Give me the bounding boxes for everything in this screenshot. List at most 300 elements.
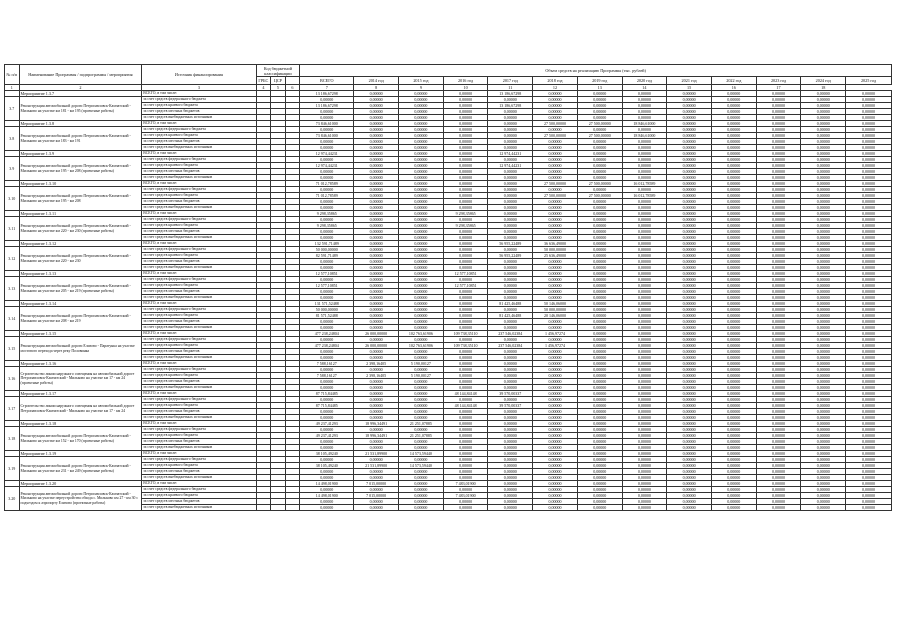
value-cell: 27 500,00000 (577, 121, 622, 127)
value-cell: 9 298,35865 (300, 211, 354, 217)
value-cell: 0,00000 (622, 481, 667, 487)
value-cell: 0,00000 (756, 265, 801, 271)
value-cell: 0,00000 (399, 193, 444, 199)
value-cell: 0,00000 (488, 121, 533, 127)
source-label: за счет средств краевого бюджета (142, 253, 256, 259)
value-cell: 0,00000 (443, 259, 488, 265)
value-cell: 0,00000 (533, 223, 578, 229)
value-cell: 2 398,16405 (354, 373, 399, 379)
value-cell: 0,00000 (577, 217, 622, 223)
event-description: Реконструкция автомобильной дороги Петропавловск-Камчатский - Мильково на участке км 208 - км 219 (19, 307, 142, 331)
value-cell: 0,00000 (443, 313, 488, 319)
value-cell: 0,00000 (756, 145, 801, 151)
value-cell: 102 763,61906 (399, 343, 444, 349)
value-cell: 0,00000 (711, 235, 756, 241)
value-cell: 0,00000 (756, 247, 801, 253)
value-cell: 0,00000 (801, 397, 846, 403)
value-cell: 0,00000 (801, 241, 846, 247)
value-cell: 18 846,61000 (622, 121, 667, 127)
value-cell: 0,00000 (846, 367, 892, 373)
column-number: 3 (142, 85, 256, 91)
value-cell: 0,00000 (622, 457, 667, 463)
value-cell: 0,00000 (443, 325, 488, 331)
value-cell: 0,00000 (711, 313, 756, 319)
value-cell: 0,00000 (488, 175, 533, 181)
value-cell: 0,00000 (622, 139, 667, 145)
value-cell: 0,00000 (533, 487, 578, 493)
value-cell: 0,00000 (488, 451, 533, 457)
value-cell: 0,00000 (711, 499, 756, 505)
value-cell: 0,00000 (756, 199, 801, 205)
value-cell: 0,00000 (756, 463, 801, 469)
value-cell: 21 531,89900 (354, 463, 399, 469)
value-cell: 0,00000 (801, 331, 846, 337)
value-cell: 0,00000 (846, 385, 892, 391)
value-cell: 0,00000 (801, 271, 846, 277)
value-cell: 0,00000 (846, 289, 892, 295)
value-cell: 132 591,71489 (300, 241, 354, 247)
value-cell: 0,00000 (801, 139, 846, 145)
value-cell: 26 000,00000 (354, 343, 399, 349)
value-cell: 0,00000 (801, 223, 846, 229)
value-cell: 0,00000 (533, 481, 578, 487)
value-cell: 0,00000 (443, 457, 488, 463)
value-cell: 0,00000 (756, 433, 801, 439)
value-cell: 0,00000 (622, 163, 667, 169)
source-label: за счет средств внебюджетных источников (142, 205, 256, 211)
value-cell: 0,00000 (443, 355, 488, 361)
value-cell: 0,00000 (667, 379, 712, 385)
budget-table-sheet (4, 64, 892, 511)
value-cell: 0,00000 (354, 169, 399, 175)
value-cell: 0,00000 (756, 415, 801, 421)
value-cell: 0,00000 (533, 427, 578, 433)
value-cell: 0,00000 (801, 313, 846, 319)
value-cell: 0,00000 (577, 325, 622, 331)
value-cell: 0,00000 (354, 199, 399, 205)
event-index: 3.8 (5, 127, 20, 151)
value-cell: 0,00000 (667, 115, 712, 121)
value-cell: 0,00000 (399, 229, 444, 235)
value-cell: 0,00000 (399, 265, 444, 271)
value-cell: 0,00000 (711, 301, 756, 307)
value-cell: 0,00000 (577, 163, 622, 169)
value-cell: 0,00000 (300, 175, 354, 181)
value-cell: 0,00000 (801, 229, 846, 235)
header-total: ВСЕГО (300, 77, 354, 85)
value-cell: 0,00000 (622, 295, 667, 301)
value-cell: 0,00000 (488, 475, 533, 481)
value-cell: 0,00000 (622, 451, 667, 457)
source-label: за счет средств федерального бюджета (142, 157, 256, 163)
value-cell: 0,00000 (756, 157, 801, 163)
value-cell: 0,00000 (354, 157, 399, 163)
value-cell: 0,00000 (354, 115, 399, 121)
kbk-cell (285, 505, 300, 511)
value-cell: 16 012,78589 (622, 193, 667, 199)
value-cell: 0,00000 (488, 211, 533, 217)
value-cell: 36 636,49000 (533, 241, 578, 247)
value-cell: 0,00000 (756, 385, 801, 391)
value-cell: 0,00000 (801, 121, 846, 127)
value-cell: 0,00000 (622, 379, 667, 385)
value-cell: 0,00000 (711, 349, 756, 355)
value-cell: 0,00000 (801, 415, 846, 421)
source-label: за счет средств краевого бюджета (142, 343, 256, 349)
event-title: Мероприятие 1.3.20 (19, 481, 142, 487)
value-cell: 0,00000 (577, 397, 622, 403)
value-cell: 0,00000 (443, 319, 488, 325)
value-cell: 0,00000 (667, 235, 712, 241)
value-cell: 0,00000 (801, 427, 846, 433)
value-cell: 0,00000 (488, 229, 533, 235)
value-cell: 109 738,35110 (443, 331, 488, 337)
value-cell: 0,00000 (846, 421, 892, 427)
value-cell: 0,00000 (577, 487, 622, 493)
value-cell: 0,00000 (300, 289, 354, 295)
value-cell: 0,00000 (577, 127, 622, 133)
value-cell: 0,00000 (399, 133, 444, 139)
value-cell: 0,00000 (443, 163, 488, 169)
value-cell: 0,00000 (354, 469, 399, 475)
value-cell: 0,00000 (488, 505, 533, 511)
value-cell: 0,00000 (622, 355, 667, 361)
value-cell: 0,00000 (756, 301, 801, 307)
value-cell: 12 974,44231 (488, 163, 533, 169)
value-cell: 0,00000 (533, 319, 578, 325)
value-cell: 0,00000 (399, 253, 444, 259)
value-cell: 0,00000 (399, 163, 444, 169)
value-cell: 0,00000 (846, 259, 892, 265)
value-cell: 0,00000 (300, 259, 354, 265)
value-cell: 0,00000 (667, 187, 712, 193)
value-cell: 0,00000 (354, 217, 399, 223)
value-cell: 0,00000 (622, 253, 667, 259)
value-cell: 0,00000 (300, 109, 354, 115)
value-cell: 0,00000 (846, 361, 892, 367)
value-cell: 0,00000 (846, 457, 892, 463)
value-cell: 0,00000 (399, 415, 444, 421)
value-cell: 49 237,41293 (300, 421, 354, 427)
value-cell: 0,00000 (846, 271, 892, 277)
event-description: Реконструкция автомобильной дороги Петропавловск-Камчатский - Мильково на участке км 231 - км 249 (проектные работы) (19, 457, 142, 481)
value-cell: 0,00000 (756, 439, 801, 445)
value-cell: 0,00000 (577, 223, 622, 229)
value-cell: 0,00000 (667, 175, 712, 181)
value-cell: 0,00000 (846, 301, 892, 307)
value-cell: 0,00000 (756, 361, 801, 367)
value-cell: 0,00000 (399, 283, 444, 289)
value-cell: 0,00000 (300, 139, 354, 145)
value-cell: 0,00000 (622, 151, 667, 157)
value-cell: 0,00000 (533, 463, 578, 469)
value-cell: 0,00000 (488, 307, 533, 313)
value-cell: 0,00000 (354, 445, 399, 451)
column-number: 17 (756, 85, 801, 91)
source-label: за счет средств местных бюджетов (142, 349, 256, 355)
value-cell: 81 425,46488 (488, 313, 533, 319)
value-cell: 0,00000 (711, 175, 756, 181)
value-cell: 0,00000 (399, 139, 444, 145)
value-cell: 0,00000 (488, 271, 533, 277)
value-cell: 56 955,22489 (488, 253, 533, 259)
source-label: за счет средств федерального бюджета (142, 307, 256, 313)
value-cell: 0,00000 (622, 415, 667, 421)
value-cell: 0,00000 (756, 355, 801, 361)
value-cell: 0,00000 (756, 469, 801, 475)
value-cell: 0,00000 (354, 385, 399, 391)
value-cell: 0,00000 (846, 163, 892, 169)
value-cell: 0,00000 (756, 421, 801, 427)
value-cell: 0,00000 (533, 229, 578, 235)
value-cell: 56 955,22489 (488, 241, 533, 247)
value-cell: 0,00000 (846, 433, 892, 439)
value-cell: 0,00000 (622, 301, 667, 307)
value-cell: 0,00000 (577, 499, 622, 505)
value-cell: 0,00000 (622, 445, 667, 451)
value-cell: 0,00000 (443, 397, 488, 403)
value-cell: 0,00000 (801, 169, 846, 175)
value-cell: 0,00000 (622, 145, 667, 151)
value-cell: 0,00000 (354, 151, 399, 157)
value-cell: 0,00000 (622, 367, 667, 373)
value-cell: 0,00000 (488, 205, 533, 211)
source-label: за счет средств федерального бюджета (142, 187, 256, 193)
value-cell: 0,00000 (443, 469, 488, 475)
value-cell: 0,00000 (667, 337, 712, 343)
value-cell: 0,00000 (711, 187, 756, 193)
value-cell: 0,00000 (577, 187, 622, 193)
value-cell: 0,00000 (801, 505, 846, 511)
value-cell: 0,00000 (801, 151, 846, 157)
value-cell: 0,00000 (533, 457, 578, 463)
value-cell: 0,00000 (354, 97, 399, 103)
value-cell: 0,00000 (354, 475, 399, 481)
value-cell: 0,00000 (711, 463, 756, 469)
value-cell: 0,00000 (711, 475, 756, 481)
value-cell: 0,00000 (443, 463, 488, 469)
value-cell: 0,00000 (443, 451, 488, 457)
source-label: за счет средств местных бюджетов (142, 319, 256, 325)
value-cell: 0,00000 (846, 97, 892, 103)
value-cell: 0,00000 (577, 313, 622, 319)
value-cell: 0,00000 (801, 421, 846, 427)
value-cell: 0,00000 (354, 409, 399, 415)
value-cell: 0,00000 (711, 277, 756, 283)
value-cell: 50 146,06000 (533, 301, 578, 307)
event-title: Мероприятие 1.3.18 (19, 421, 142, 427)
value-cell: 0,00000 (801, 373, 846, 379)
value-cell: 0,00000 (667, 169, 712, 175)
value-cell: 0,00000 (443, 475, 488, 481)
value-cell: 0,00000 (801, 451, 846, 457)
value-cell: 0,00000 (846, 91, 892, 97)
source-label: за счет средств внебюджетных источников (142, 115, 256, 121)
value-cell: 0,00000 (756, 139, 801, 145)
value-cell: 0,00000 (801, 463, 846, 469)
value-cell: 0,00000 (622, 493, 667, 499)
header-year: 2018 год (533, 77, 578, 85)
event-title: Мероприятие 1.3.19 (19, 451, 142, 457)
value-cell: 0,00000 (300, 145, 354, 151)
value-cell: 5 190,00127 (399, 373, 444, 379)
value-cell: 0,00000 (577, 415, 622, 421)
value-cell: 0,00000 (354, 403, 399, 409)
value-cell: 0,00000 (577, 211, 622, 217)
value-cell: 0,00000 (488, 235, 533, 241)
value-cell: 50 000,00000 (533, 247, 578, 253)
value-cell: 0,00000 (533, 283, 578, 289)
value-cell: 0,00000 (577, 235, 622, 241)
value-cell: 0,00000 (577, 349, 622, 355)
value-cell: 0,00000 (488, 337, 533, 343)
value-cell: 0,00000 (846, 415, 892, 421)
value-cell: 0,00000 (756, 121, 801, 127)
value-cell: 0,00000 (399, 337, 444, 343)
value-cell: 0,00000 (488, 277, 533, 283)
value-cell: 0,00000 (711, 343, 756, 349)
value-cell: 0,00000 (711, 427, 756, 433)
value-cell: 0,00000 (846, 139, 892, 145)
value-cell: 0,00000 (577, 439, 622, 445)
value-cell: 0,00000 (711, 403, 756, 409)
value-cell: 0,00000 (354, 259, 399, 265)
value-cell: 50 000,00000 (533, 307, 578, 313)
source-label: за счет средств местных бюджетов (142, 139, 256, 145)
value-cell: 50 000,00000 (300, 307, 354, 313)
value-cell: 0,00000 (756, 115, 801, 121)
value-cell: 0,00000 (577, 385, 622, 391)
value-cell: 0,00000 (667, 199, 712, 205)
value-cell: 0,00000 (443, 157, 488, 163)
value-cell: 0,00000 (443, 445, 488, 451)
value-cell: 477 238,24804 (300, 331, 354, 337)
header-csr: ЦСР (271, 77, 286, 85)
column-number: 11 (488, 85, 533, 91)
value-cell: 81 425,46488 (488, 301, 533, 307)
value-cell: 0,00000 (300, 157, 354, 163)
value-cell: 0,00000 (300, 217, 354, 223)
value-cell: 0,00000 (667, 229, 712, 235)
value-cell: 0,00000 (846, 277, 892, 283)
column-number: 7 (300, 85, 354, 91)
value-cell: 7 588,16127 (300, 361, 354, 367)
value-cell: 0,00000 (300, 295, 354, 301)
value-cell: 0,00000 (846, 133, 892, 139)
source-label: за счет средств внебюджетных источников (142, 415, 256, 421)
value-cell: 0,00000 (667, 181, 712, 187)
value-cell: 0,00000 (354, 229, 399, 235)
value-cell: 0,00000 (667, 313, 712, 319)
value-cell: 0,00000 (399, 391, 444, 397)
value-cell: 0,00000 (354, 235, 399, 241)
value-cell: 0,00000 (622, 421, 667, 427)
value-cell: 0,00000 (354, 319, 399, 325)
table-body (5, 91, 892, 511)
value-cell: 0,00000 (488, 355, 533, 361)
value-cell: 0,00000 (488, 469, 533, 475)
value-cell: 0,00000 (443, 337, 488, 343)
value-cell: 0,00000 (846, 427, 892, 433)
value-cell: 0,00000 (846, 169, 892, 175)
event-index: 3.13 (5, 277, 20, 301)
value-cell: 0,00000 (443, 247, 488, 253)
value-cell: 0,00000 (756, 391, 801, 397)
value-cell: 0,00000 (577, 241, 622, 247)
value-cell: 0,00000 (622, 259, 667, 265)
value-cell: 0,00000 (667, 403, 712, 409)
value-cell: 0,00000 (354, 133, 399, 139)
value-cell: 0,00000 (622, 469, 667, 475)
value-cell: 0,00000 (846, 235, 892, 241)
value-cell: 39 570,00337 (488, 391, 533, 397)
value-cell: 0,00000 (443, 229, 488, 235)
value-cell: 0,00000 (667, 271, 712, 277)
value-cell: 0,00000 (711, 457, 756, 463)
value-cell: 0,00000 (399, 247, 444, 253)
value-cell: 0,00000 (667, 409, 712, 415)
value-cell: 0,00000 (756, 307, 801, 313)
source-label: за счет средств краевого бюджета (142, 193, 256, 199)
value-cell: 5 190,00127 (399, 361, 444, 367)
value-cell: 0,00000 (846, 505, 892, 511)
value-cell: 0,00000 (488, 127, 533, 133)
value-cell: 0,00000 (533, 289, 578, 295)
value-cell: 0,00000 (533, 115, 578, 121)
value-cell: 0,00000 (711, 445, 756, 451)
value-cell: 0,00000 (756, 313, 801, 319)
value-cell: 0,00000 (756, 475, 801, 481)
header-grbs: ГРБС (256, 77, 271, 85)
source-label: за счет средств местных бюджетов (142, 469, 256, 475)
value-cell: 0,00000 (667, 265, 712, 271)
value-cell: 0,00000 (399, 223, 444, 229)
value-cell: 0,00000 (801, 91, 846, 97)
value-cell: 27 500,00000 (577, 133, 622, 139)
header-year: 2017 год (488, 77, 533, 85)
value-cell: 0,00000 (711, 199, 756, 205)
source-label: за счет средств местных бюджетов (142, 259, 256, 265)
value-cell: 0,00000 (443, 367, 488, 373)
value-cell: 0,00000 (533, 235, 578, 241)
value-cell: 0,00000 (577, 277, 622, 283)
value-cell: 21 531,89900 (354, 451, 399, 457)
value-cell: 0,00000 (711, 91, 756, 97)
value-cell: 0,00000 (533, 109, 578, 115)
value-cell: 0,00000 (443, 97, 488, 103)
value-cell: 0,00000 (443, 151, 488, 157)
value-cell: 0,00000 (622, 487, 667, 493)
value-cell: 0,00000 (846, 349, 892, 355)
value-cell: 18 846,61000 (622, 133, 667, 139)
value-cell: 0,00000 (756, 403, 801, 409)
value-cell: 0,00000 (667, 451, 712, 457)
value-cell: 0,00000 (711, 319, 756, 325)
value-cell: 0,00000 (300, 355, 354, 361)
value-cell: 0,00000 (354, 457, 399, 463)
value-cell: 0,00000 (801, 211, 846, 217)
value-cell: 0,00000 (667, 127, 712, 133)
value-cell: 0,00000 (577, 337, 622, 343)
value-cell: 0,00000 (846, 199, 892, 205)
value-cell: 0,00000 (622, 277, 667, 283)
value-cell: 0,00000 (756, 91, 801, 97)
source-label: ВСЕГО, в том числе: (142, 361, 256, 367)
value-cell: 0,00000 (846, 337, 892, 343)
value-cell: 0,00000 (354, 397, 399, 403)
value-cell: 0,00000 (354, 379, 399, 385)
value-cell: 0,00000 (354, 271, 399, 277)
